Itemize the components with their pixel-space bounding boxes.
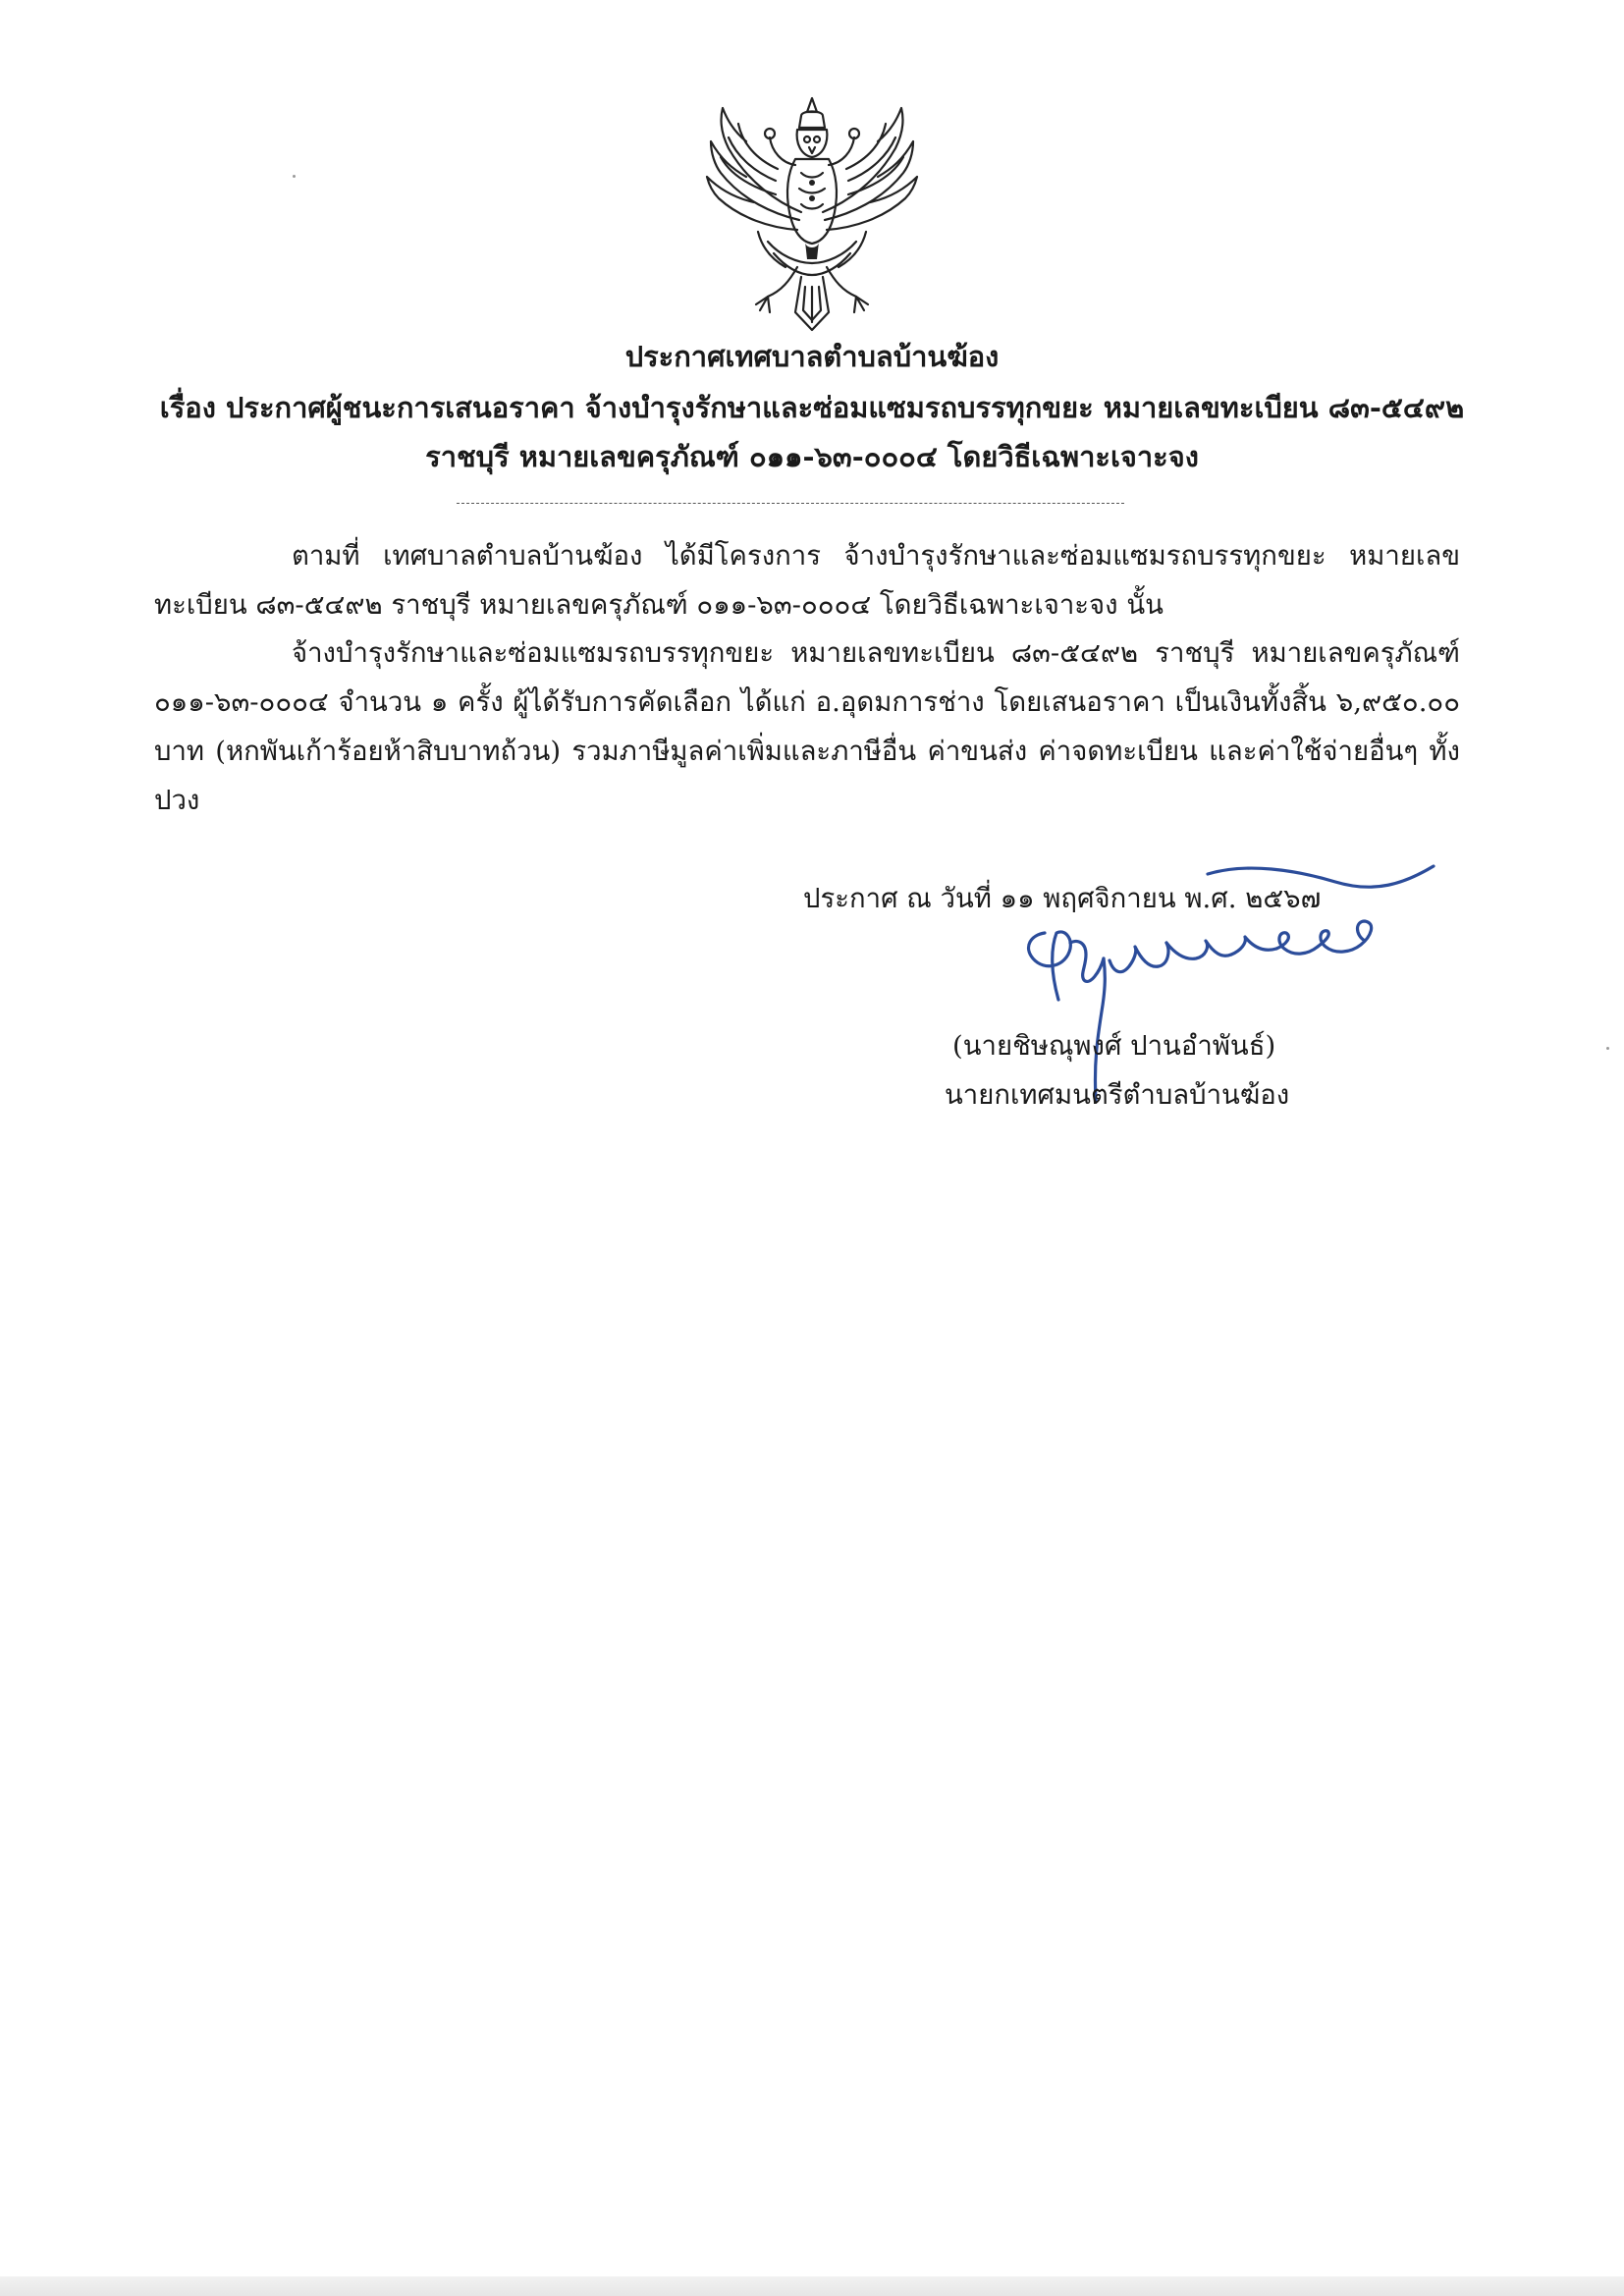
scan-speck [1606,1047,1609,1050]
garuda-emblem-icon [699,94,925,340]
document-subject-line1: เรื่อง ประกาศผู้ชนะการเสนอราคา จ้างบำรุงรักษาและซ่อมแซมรถบรรทุกขยะ หมายเลขทะเบียน ๘๓-๕๔๙๒ [159,391,1465,424]
scan-speck [293,175,296,178]
document-subject-line2: ราชบุรี หมายเลขครุภัณฑ์ ๐๑๑-๖๓-๐๐๐๔ โดยวิธีเฉพาะเจาะจง [425,440,1199,473]
signer-title: นายกเทศมนตรีตำบลบ้านฆ้อง [945,1079,1290,1111]
heading-divider [457,503,1124,504]
scan-bottom-edge [0,2276,1624,2296]
paragraph-project: ตามที่ เทศบาลตำบลบ้านฆ้อง ได้มีโครงการ จ้างบำรุงรักษาและซ่อมแซมรถบรรทุกขยะ หมายเลขทะเบียน ๘๓-๕๔๙๒ ราชบุรี หมายเลขครุภัณฑ์ ๐๑๑-๖๓-๐๐๐๔ โดยวิธีเฉพาะเจาะจง นั้น [154,540,1460,621]
paragraph-award: จ้างบำรุงรักษาและซ่อมแซมรถบรรทุกขยะ หมายเลขทะเบียน ๘๓-๕๔๙๒ ราชบุรี หมายเลขครุภัณฑ์ ๐๑๑-๖๓-๐๐๐๔ จำนวน ๑ ครั้ง ผู้ได้รับการคัดเลือก ได้แก่ อ.อุดมการช่าง โดยเสนอราคา เป็นเงินทั้งสิ้น ๖,๙๕๐.๐๐ บาท (หกพันเก้าร้อยห้าสิบบาทถ้วน) รวมภาษีมูลค่าเพิ่มและภาษีอื่น ค่าขนส่ง ค่าจดทะเบียน และค่าใช้จ่ายอื่นๆ ทั้งปวง [154,637,1460,816]
signer-name: (นายชิษณุพงศ์ ปานอำพันธ์) [952,1030,1276,1062]
announcement-date: ประกาศ ณ วันที่ ๑๑ พฤศจิกายน พ.ศ. ๒๕๖๗ [803,883,1322,914]
document-title: ประกาศเทศบาลตำบลบ้านฆ้อง [624,340,1000,373]
